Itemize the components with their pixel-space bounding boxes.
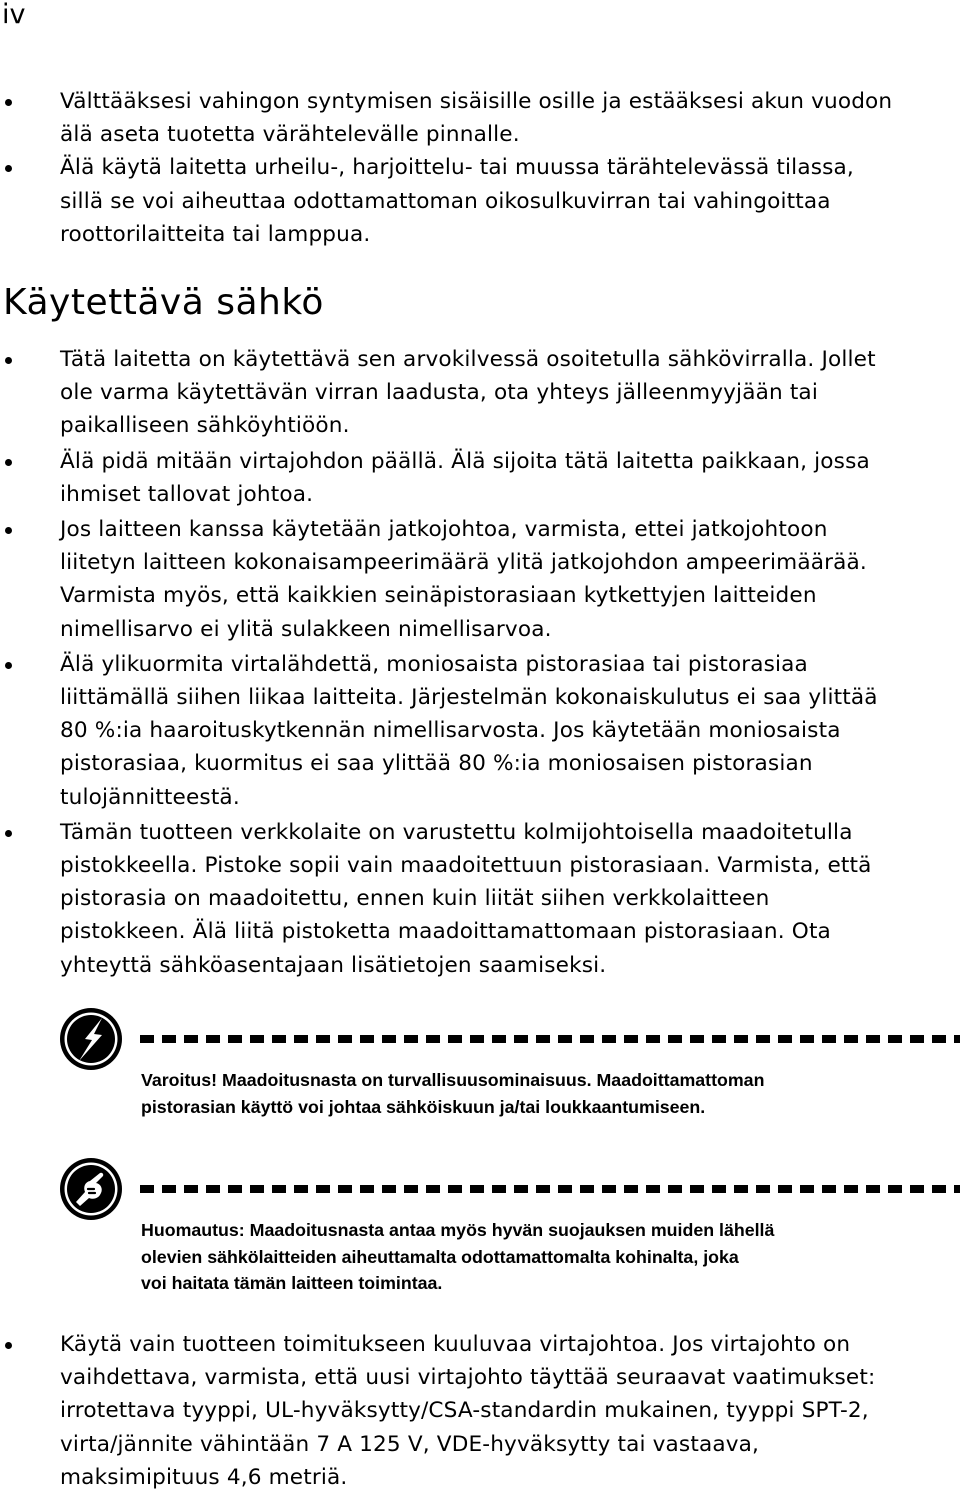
text-line: pistorasian käyttö voi johtaa sähköiskuun ja/tai loukkaantumiseen. [141,1096,706,1117]
text-line: älä aseta tuotetta värähtelevälle pinnalle. [60,122,520,148]
text-line: pistokkeen. Älä liitä pistoketta maadoittamattomaan pistorasiaan. Ota [60,919,831,945]
text-line: yhteyttä sähköasentajaan lisätietojen saamiseksi. [60,952,607,978]
dashed-rule [140,1035,960,1043]
note-notice [0,1156,960,1296]
text-line: vaihdettava, varmista, että uusi virtajohto täyttää seuraavat vaatimukset: [60,1365,876,1391]
text-line: tulojännitteestä. [60,784,240,810]
dashed-rule [140,1185,960,1193]
power-cord-bullet-list [0,1328,958,1494]
bullet-icon [5,1342,12,1349]
warning-text [141,1067,956,1120]
lightning-icon [58,1006,124,1072]
list-item [0,343,958,443]
bullet-icon [5,830,12,837]
text-line: irrotettava tyyppi, UL-hyväksytty/CSA-standardin mukainen, tyyppi SPT-2, [60,1398,869,1424]
text-line: ihmiset tallovat johtoa. [60,481,314,507]
section-heading: Käytettävä sähkö [3,282,324,323]
bullet-icon [5,357,12,364]
text-line: Välttääksesi vahingon syntymisen sisäisille osille ja estääksesi akun vuodon [60,89,893,114]
power-bullet-list [0,343,958,984]
text-line: Varoitus! Maadoitusnasta on turvallisuusominaisuus. Maadoittamattoman [141,1070,765,1090]
bullet-icon [5,527,12,534]
list-item [0,513,958,646]
text-line: Varmista myös, että kaikkien seinäpistorasiaan kytkettyjen laitteiden [60,583,817,609]
list-item [0,816,958,982]
intro-bullet-list [0,85,958,251]
text-line: pistorasiaa, kuormitus ei saa ylittää 80 %:ia moniosaisen pistorasian [60,751,813,777]
text-line: Tämän tuotteen verkkolaite on varustettu kolmijohtoisella maadoitetulla [60,819,853,845]
note-hand-icon [58,1156,124,1222]
text-line: maksimipituus 4,6 metriä. [60,1464,348,1490]
bullet-icon [5,99,12,106]
text-line: paikalliseen sähköyhtiöön. [60,413,350,439]
bullet-icon [5,662,12,669]
text-line: liitetyn laitteen kokonaisampeerimäärä ylitä jatkojohdon ampeerimäärää. [60,550,867,576]
text-line: Käytä vain tuotteen toimitukseen kuuluvaa virtajohtoa. Jos virtajohto on [60,1332,851,1357]
list-item [0,85,958,151]
page-number: iv [2,0,26,30]
text-line: Jos laitteen kanssa käytetään jatkojohtoa, varmista, ettei jatkojohtoon [60,517,828,543]
text-line: liittämällä siihen liikaa laitteita. Järjestelmän kokonaiskulutus ei saa ylittää [60,685,878,711]
text-line: Älä käytä laitetta urheilu-, harjoittelu- tai muussa tärähtelevässä tilassa, [60,155,854,181]
text-line: virta/jännite vähintään 7 A 125 V, VDE-hyväksytty tai vastaava, [60,1431,760,1457]
bullet-icon [5,459,12,466]
text-line: sillä se voi aiheuttaa odottamattoman oikosulkuvirran tai vahingoittaa [60,188,831,214]
text-line: pistorasia on maadoitettu, ennen kuin liität siihen verkkolaitteen [60,886,770,912]
text-line: Älä ylikuormita virtalähdettä, moniosaista pistorasiaa tai pistorasiaa [60,651,808,677]
text-line: voi haitata tämän laitteen toimintaa. [141,1273,443,1293]
text-line: nimellisarvo ei ylitä sulakkeen nimellisarvoa. [60,616,552,642]
bullet-icon [5,165,12,172]
text-line: Älä pidä mitään virtajohdon päällä. Älä sijoita tätä laitetta paikkaan, jossa [60,448,870,474]
note-text [141,1217,956,1297]
list-item [0,445,958,511]
list-item [0,648,958,814]
text-line: ole varma käytettävän virran laadusta, ota yhteys jälleenmyyjään tai [60,380,818,406]
text-line: Huomautus: Maadoitusnasta antaa myös hyvän suojauksen muiden lähellä [141,1220,775,1240]
list-item [0,1328,958,1494]
text-line: pistokkeella. Pistoke sopii vain maadoitettuun pistorasiaan. Varmista, että [60,853,872,879]
warning-notice [0,1006,960,1126]
text-line: Tätä laitetta on käytettävä sen arvokilvessä osoitetulla sähkövirralla. Jollet [60,347,876,372]
text-line: roottorilaitteita tai lamppua. [60,221,371,247]
text-line: olevien sähkölaitteiden aiheuttamalta odottamattomalta kohinalta, joka [141,1246,739,1267]
list-item [0,151,958,251]
text-line: 80 %:ia haaroituskytkennän nimellisarvosta. Jos käytetään moniosaista [60,718,841,744]
